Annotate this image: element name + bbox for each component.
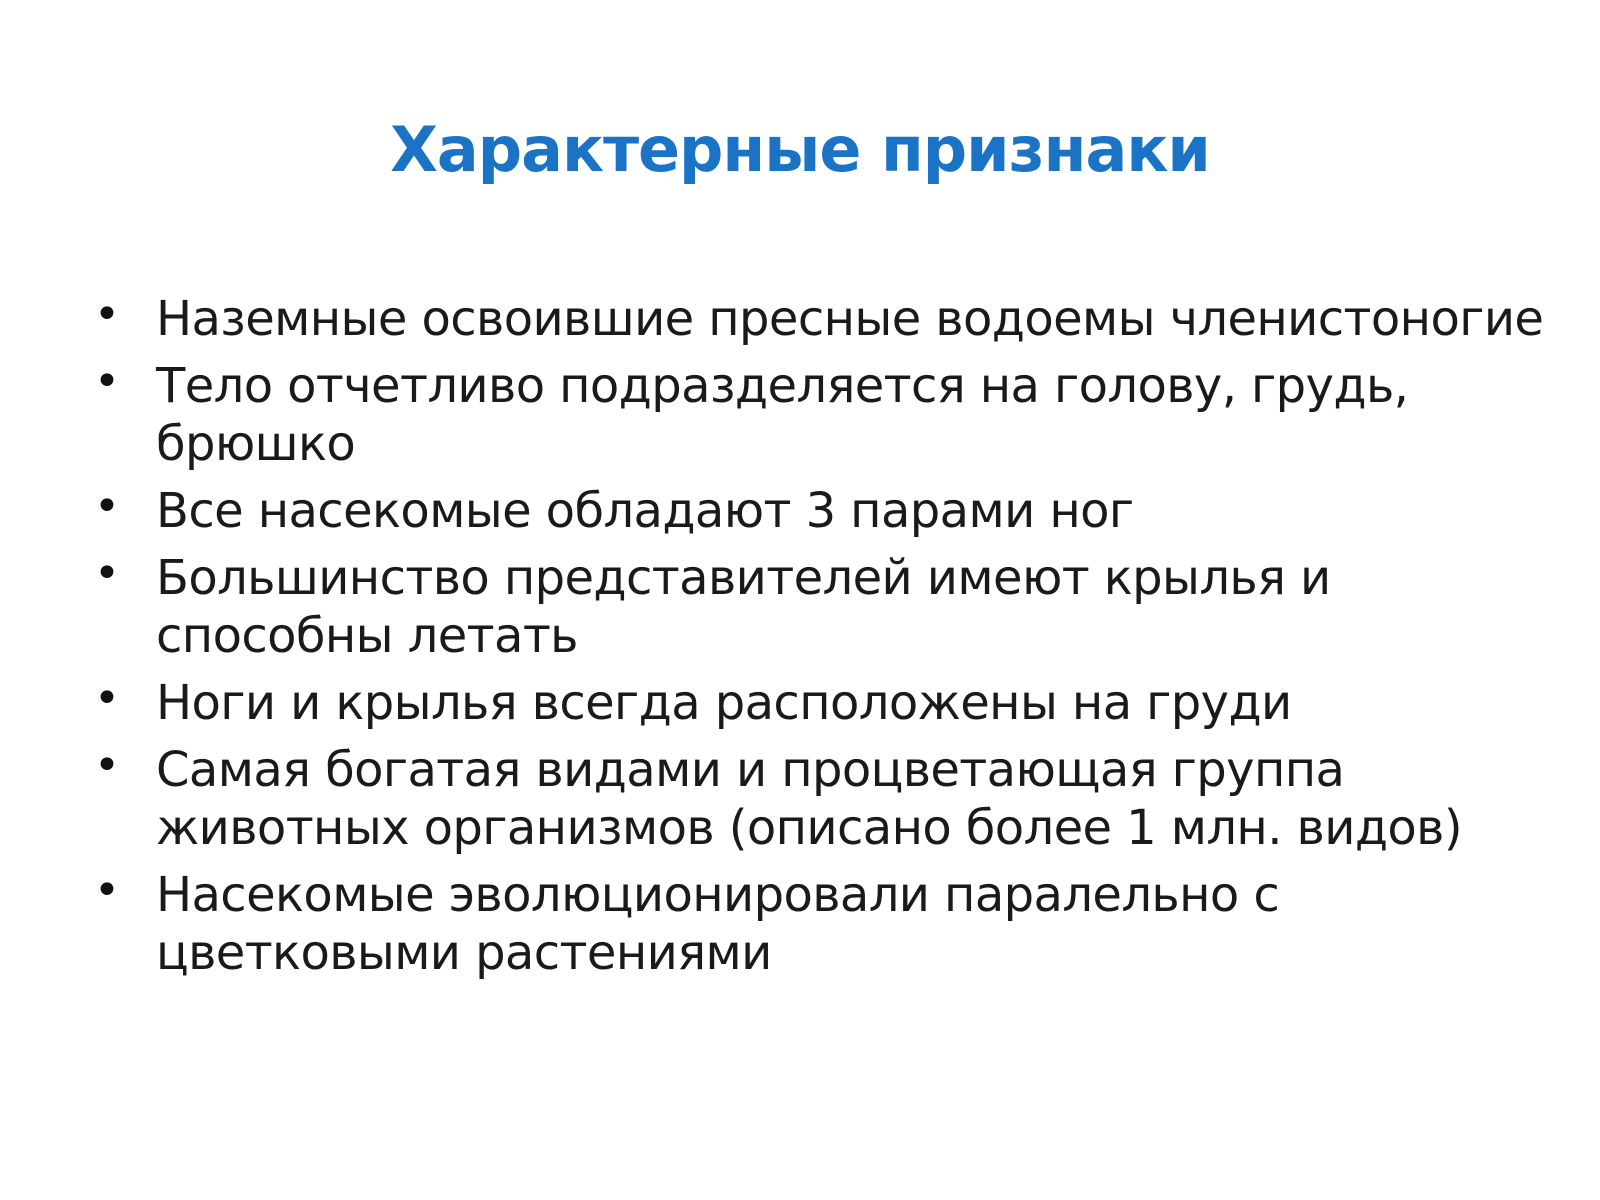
bullet-text: Все насекомые обладают 3 парами ног [156, 483, 1134, 539]
bullet-icon: • [94, 289, 120, 340]
bullet-item [92, 741, 1562, 857]
bullet-icon: • [94, 481, 120, 532]
slide-title: Характерные признаки [390, 113, 1210, 186]
bullet-icon: • [94, 740, 120, 791]
bullet-text: Ноги и крылья всегда расположены на груди [156, 675, 1292, 731]
bullet-item [92, 290, 1562, 348]
bullet-text: Наземные освоившие пресные водоемы членистоногие [156, 291, 1544, 347]
bullet-text: Самая богатая видами и процветающая группа животных организмов (описано более 1 млн. видов) [156, 742, 1462, 856]
bullet-icon: • [94, 673, 120, 724]
bullet-icon: • [94, 548, 120, 599]
bullet-item [92, 866, 1562, 982]
bullet-icon: • [94, 865, 120, 916]
bullet-icon: • [94, 356, 120, 407]
bullet-item [92, 549, 1562, 665]
bullet-text: Тело отчетливо подразделяется на голову, грудь, брюшко [156, 358, 1409, 472]
bullet-text: Насекомые эволюционировали паралельно с цветковыми растениями [156, 867, 1280, 981]
bullet-item [92, 357, 1562, 473]
bullet-text: Большинство представителей имеют крылья и способны летать [156, 550, 1331, 664]
bullet-item [92, 674, 1562, 732]
bullet-list [92, 290, 1562, 991]
bullet-item [92, 482, 1562, 540]
